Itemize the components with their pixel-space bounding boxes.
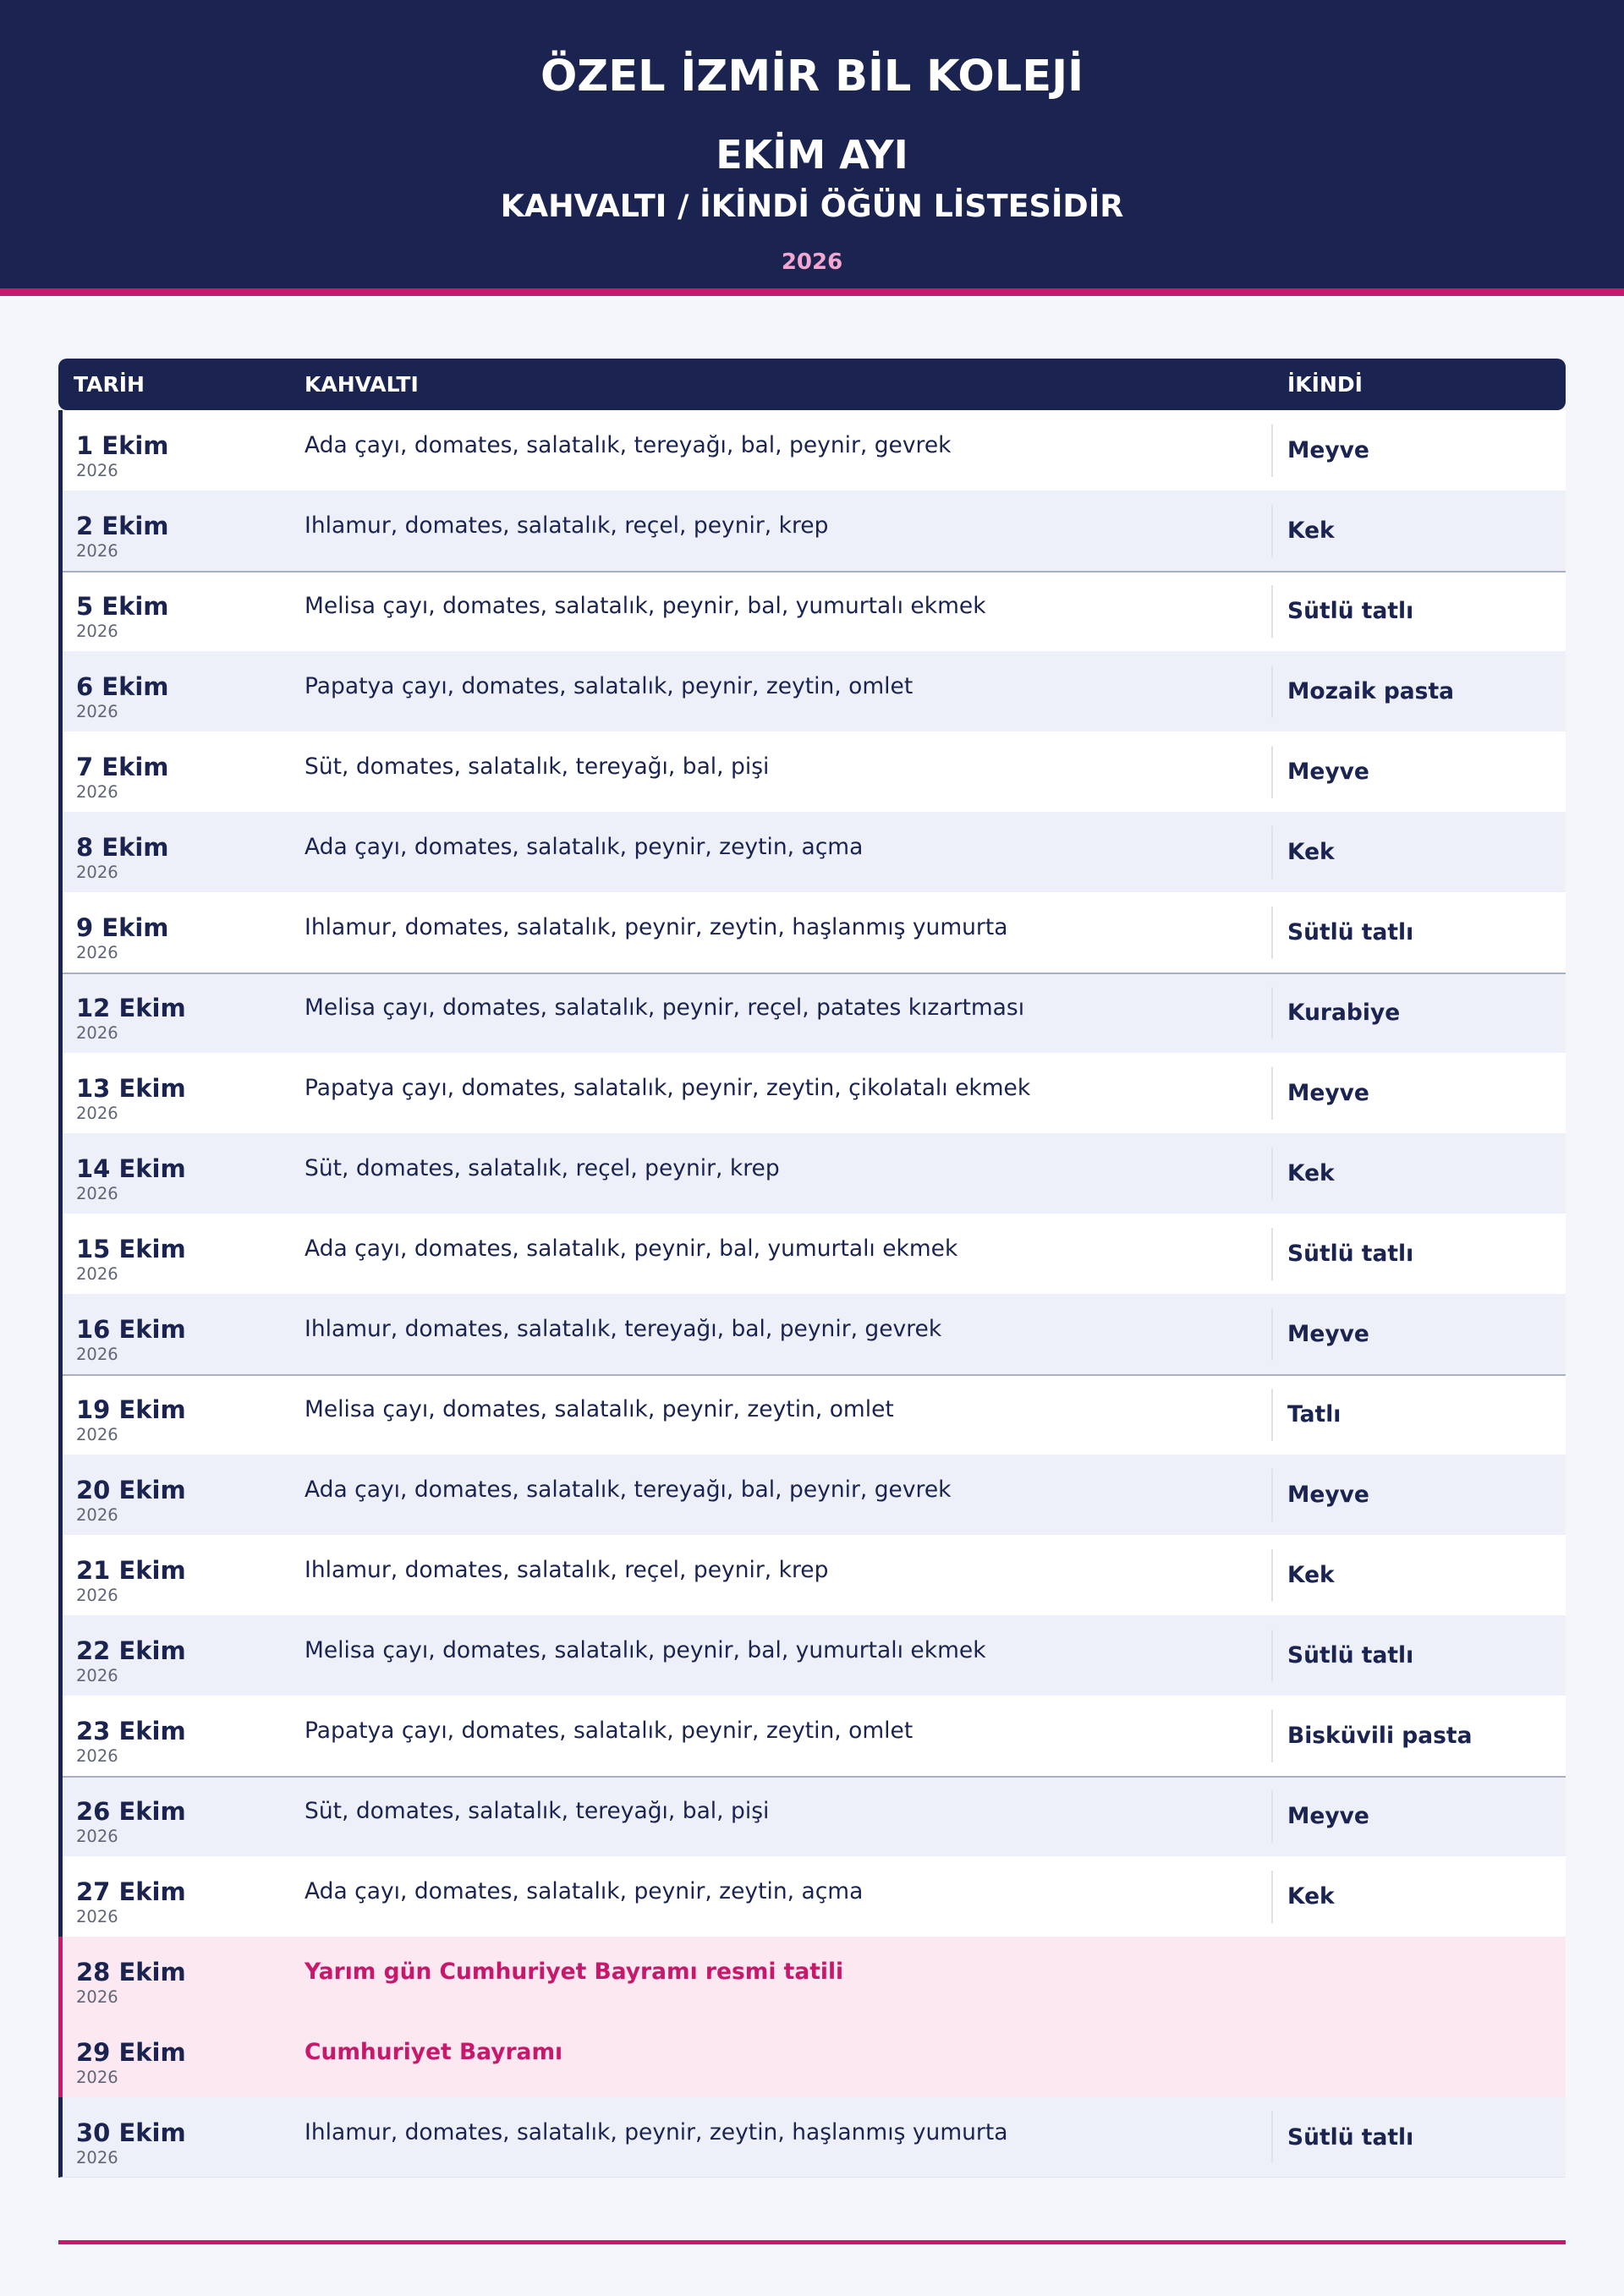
date-label: 7 Ekim bbox=[76, 753, 169, 781]
date-cell bbox=[63, 1696, 304, 1776]
date-year: 2026 bbox=[76, 1104, 118, 1123]
date-cell bbox=[63, 651, 304, 732]
date-cell bbox=[63, 892, 304, 973]
table-row bbox=[58, 1455, 1566, 1535]
snack-cell bbox=[1271, 1133, 1566, 1214]
date-cell bbox=[63, 2097, 304, 2177]
date-year: 2026 bbox=[76, 461, 118, 480]
breakfast-items: Melisa çayı, domates, salatalık, peynir, bal, yumurtalı ekmek bbox=[304, 1637, 986, 1663]
table-row bbox=[58, 812, 1566, 892]
snack-item: Bisküvili pasta bbox=[1271, 1710, 1472, 1762]
date-cell bbox=[63, 1294, 304, 1374]
date-cell bbox=[63, 1856, 304, 1937]
date-cell bbox=[63, 1776, 304, 1856]
menu-table bbox=[58, 359, 1566, 2178]
breakfast-items: Melisa çayı, domates, salatalık, peynir, bal, yumurtalı ekmek bbox=[304, 593, 986, 619]
snack-item: Sütlü tatlı bbox=[1271, 585, 1413, 638]
footer-accent-line bbox=[58, 2240, 1566, 2244]
table-body bbox=[58, 410, 1566, 2178]
date-label: 29 Ekim bbox=[76, 2038, 186, 2067]
table-row bbox=[58, 1214, 1566, 1294]
snack-item: Kek bbox=[1271, 505, 1335, 557]
breakfast-items: Ihlamur, domates, salatalık, peynir, zeytin, haşlanmış yumurta bbox=[304, 2119, 1008, 2145]
date-year: 2026 bbox=[76, 782, 118, 802]
date-year: 2026 bbox=[76, 622, 118, 641]
snack-item: Meyve bbox=[1271, 425, 1369, 477]
date-label: 14 Ekim bbox=[76, 1154, 186, 1183]
breakfast-items: Süt, domates, salatalık, tereyağı, bal, pişi bbox=[304, 753, 770, 780]
table-row bbox=[58, 732, 1566, 812]
date-label: 5 Ekim bbox=[76, 592, 169, 621]
snack-cell bbox=[1271, 1374, 1566, 1455]
table-row bbox=[58, 1776, 1566, 1856]
table-row bbox=[58, 973, 1566, 1053]
snack-item: Meyve bbox=[1271, 1469, 1369, 1521]
date-year: 2026 bbox=[76, 1425, 118, 1444]
date-label: 6 Ekim bbox=[76, 672, 169, 701]
column-header-snack: İKİNDİ bbox=[1287, 372, 1363, 397]
snack-cell bbox=[1271, 410, 1566, 490]
breakfast-items: Papatya çayı, domates, salatalık, peynir, zeytin, omlet bbox=[304, 673, 914, 699]
date-label: 8 Ekim bbox=[76, 833, 169, 862]
header-accent-line bbox=[0, 288, 1624, 296]
date-label: 28 Ekim bbox=[76, 1958, 186, 1986]
snack-item: Meyve bbox=[1271, 1308, 1369, 1361]
date-year: 2026 bbox=[76, 1987, 118, 2007]
breakfast-items: Ihlamur, domates, salatalık, reçel, peynir, krep bbox=[304, 512, 829, 539]
header-year: 2026 bbox=[781, 249, 843, 275]
snack-cell bbox=[1271, 973, 1566, 1053]
breakfast-items: Ada çayı, domates, salatalık, peynir, zeytin, açma bbox=[304, 1878, 864, 1904]
column-header-date: TARİH bbox=[74, 372, 145, 397]
date-year: 2026 bbox=[76, 943, 118, 962]
date-cell bbox=[63, 732, 304, 812]
snack-cell bbox=[1271, 1776, 1566, 1856]
date-cell bbox=[63, 1053, 304, 1133]
table-row bbox=[58, 1696, 1566, 1776]
table-row bbox=[58, 892, 1566, 973]
snack-cell bbox=[1271, 892, 1566, 973]
date-year: 2026 bbox=[76, 1264, 118, 1284]
breakfast-items: Ihlamur, domates, salatalık, tereyağı, bal, peynir, gevrek bbox=[304, 1316, 942, 1342]
date-year: 2026 bbox=[76, 1505, 118, 1525]
table-row bbox=[58, 571, 1566, 651]
list-subtitle: KAHVALTI / İKİNDİ ÖĞÜN LİSTESİDİR bbox=[500, 188, 1124, 224]
snack-item: Kek bbox=[1271, 826, 1335, 879]
table-row bbox=[58, 1053, 1566, 1133]
date-year: 2026 bbox=[76, 702, 118, 721]
snack-item: Meyve bbox=[1271, 746, 1369, 798]
date-label: 27 Ekim bbox=[76, 1877, 186, 1906]
date-label: 1 Ekim bbox=[76, 431, 169, 460]
date-year: 2026 bbox=[76, 1907, 118, 1926]
date-cell bbox=[63, 410, 304, 490]
date-year: 2026 bbox=[76, 1184, 118, 1203]
date-label: 21 Ekim bbox=[76, 1556, 186, 1585]
page-header bbox=[0, 0, 1624, 288]
snack-item: Sütlü tatlı bbox=[1271, 907, 1413, 959]
date-label: 20 Ekim bbox=[76, 1476, 186, 1504]
date-cell bbox=[63, 2017, 304, 2097]
snack-cell bbox=[1271, 1696, 1566, 1776]
date-cell bbox=[63, 1374, 304, 1455]
snack-cell bbox=[1271, 1615, 1566, 1696]
snack-cell bbox=[1271, 1856, 1566, 1937]
snack-item: Sütlü tatlı bbox=[1271, 1228, 1413, 1280]
date-label: 19 Ekim bbox=[76, 1395, 186, 1424]
date-year: 2026 bbox=[76, 1746, 118, 1766]
breakfast-items: Ada çayı, domates, salatalık, tereyağı, bal, peynir, gevrek bbox=[304, 432, 952, 458]
snack-cell bbox=[1271, 571, 1566, 651]
snack-cell bbox=[1271, 812, 1566, 892]
date-year: 2026 bbox=[76, 1827, 118, 1846]
date-label: 16 Ekim bbox=[76, 1315, 186, 1344]
snack-cell bbox=[1271, 1294, 1566, 1374]
snack-item: Sütlü tatlı bbox=[1271, 2111, 1413, 2163]
snack-cell bbox=[1271, 732, 1566, 812]
snack-item: Meyve bbox=[1271, 1790, 1369, 1843]
table-row bbox=[58, 1535, 1566, 1615]
date-label: 22 Ekim bbox=[76, 1636, 186, 1665]
date-year: 2026 bbox=[76, 541, 118, 561]
date-label: 9 Ekim bbox=[76, 913, 169, 942]
date-year: 2026 bbox=[76, 1023, 118, 1043]
snack-cell bbox=[1271, 1535, 1566, 1615]
date-cell bbox=[63, 973, 304, 1053]
snack-item: Sütlü tatlı bbox=[1271, 1630, 1413, 1682]
snack-item: Kek bbox=[1271, 1871, 1335, 1923]
date-label: 2 Ekim bbox=[76, 512, 169, 540]
snack-cell bbox=[1271, 1053, 1566, 1133]
table-row bbox=[58, 490, 1566, 571]
snack-cell bbox=[1271, 1214, 1566, 1294]
snack-item: Mozaik pasta bbox=[1271, 666, 1454, 718]
snack-item: Meyve bbox=[1271, 1067, 1369, 1120]
date-label: 23 Ekim bbox=[76, 1717, 186, 1745]
date-year: 2026 bbox=[76, 2148, 118, 2167]
month-title: EKİM AYI bbox=[716, 132, 908, 178]
date-year: 2026 bbox=[76, 1666, 118, 1685]
date-label: 12 Ekim bbox=[76, 994, 186, 1022]
date-cell bbox=[63, 1937, 304, 2017]
date-label: 26 Ekim bbox=[76, 1797, 186, 1826]
breakfast-items: Ada çayı, domates, salatalık, peynir, zeytin, açma bbox=[304, 834, 864, 860]
breakfast-items: Melisa çayı, domates, salatalık, peynir, reçel, patates kızartması bbox=[304, 995, 1025, 1021]
table-row bbox=[58, 2097, 1566, 2178]
holiday-notice: Cumhuriyet Bayramı bbox=[304, 2039, 563, 2065]
breakfast-items: Süt, domates, salatalık, reçel, peynir, krep bbox=[304, 1155, 780, 1181]
breakfast-items: Ihlamur, domates, salatalık, peynir, zeytin, haşlanmış yumurta bbox=[304, 914, 1008, 940]
date-cell bbox=[63, 1535, 304, 1615]
breakfast-items: Melisa çayı, domates, salatalık, peynir, zeytin, omlet bbox=[304, 1396, 894, 1422]
holiday-notice: Yarım gün Cumhuriyet Bayramı resmi tatili bbox=[304, 1959, 844, 1985]
date-cell bbox=[63, 490, 304, 571]
snack-cell bbox=[1271, 2097, 1566, 2177]
column-header-breakfast: KAHVALTI bbox=[304, 372, 419, 397]
snack-cell bbox=[1271, 1455, 1566, 1535]
snack-cell bbox=[1271, 651, 1566, 732]
table-row bbox=[58, 1133, 1566, 1214]
date-cell bbox=[63, 1615, 304, 1696]
date-cell bbox=[63, 1455, 304, 1535]
table-row bbox=[58, 1294, 1566, 1374]
date-cell bbox=[63, 812, 304, 892]
date-cell bbox=[63, 1214, 304, 1294]
table-row bbox=[58, 1856, 1566, 1937]
breakfast-items: Ihlamur, domates, salatalık, reçel, peynir, krep bbox=[304, 1557, 829, 1583]
table-row bbox=[58, 410, 1566, 490]
snack-item: Kek bbox=[1271, 1148, 1335, 1200]
date-label: 13 Ekim bbox=[76, 1074, 186, 1103]
table-header bbox=[58, 359, 1566, 410]
snack-cell bbox=[1271, 490, 1566, 571]
table-row bbox=[58, 651, 1566, 732]
table-row bbox=[58, 1374, 1566, 1455]
date-year: 2026 bbox=[76, 1586, 118, 1605]
snack-item: Kek bbox=[1271, 1549, 1335, 1602]
holiday-row bbox=[58, 1937, 1566, 2017]
date-label: 30 Ekim bbox=[76, 2118, 186, 2147]
date-year: 2026 bbox=[76, 863, 118, 882]
snack-item: Kurabiye bbox=[1271, 987, 1400, 1039]
breakfast-items: Ada çayı, domates, salatalık, peynir, bal, yumurtalı ekmek bbox=[304, 1236, 958, 1262]
date-cell bbox=[63, 1133, 304, 1214]
date-year: 2026 bbox=[76, 2068, 118, 2087]
breakfast-items: Papatya çayı, domates, salatalık, peynir, zeytin, omlet bbox=[304, 1718, 914, 1744]
holiday-row bbox=[58, 2017, 1566, 2097]
school-name: ÖZEL İZMİR BİL KOLEJİ bbox=[540, 52, 1084, 101]
date-label: 15 Ekim bbox=[76, 1235, 186, 1263]
breakfast-items: Süt, domates, salatalık, tereyağı, bal, pişi bbox=[304, 1798, 770, 1824]
date-cell bbox=[63, 571, 304, 651]
breakfast-items: Ada çayı, domates, salatalık, tereyağı, bal, peynir, gevrek bbox=[304, 1477, 952, 1503]
date-year: 2026 bbox=[76, 1345, 118, 1364]
table-row bbox=[58, 1615, 1566, 1696]
snack-item: Tatlı bbox=[1271, 1389, 1341, 1441]
breakfast-items: Papatya çayı, domates, salatalık, peynir, zeytin, çikolatalı ekmek bbox=[304, 1075, 1031, 1101]
